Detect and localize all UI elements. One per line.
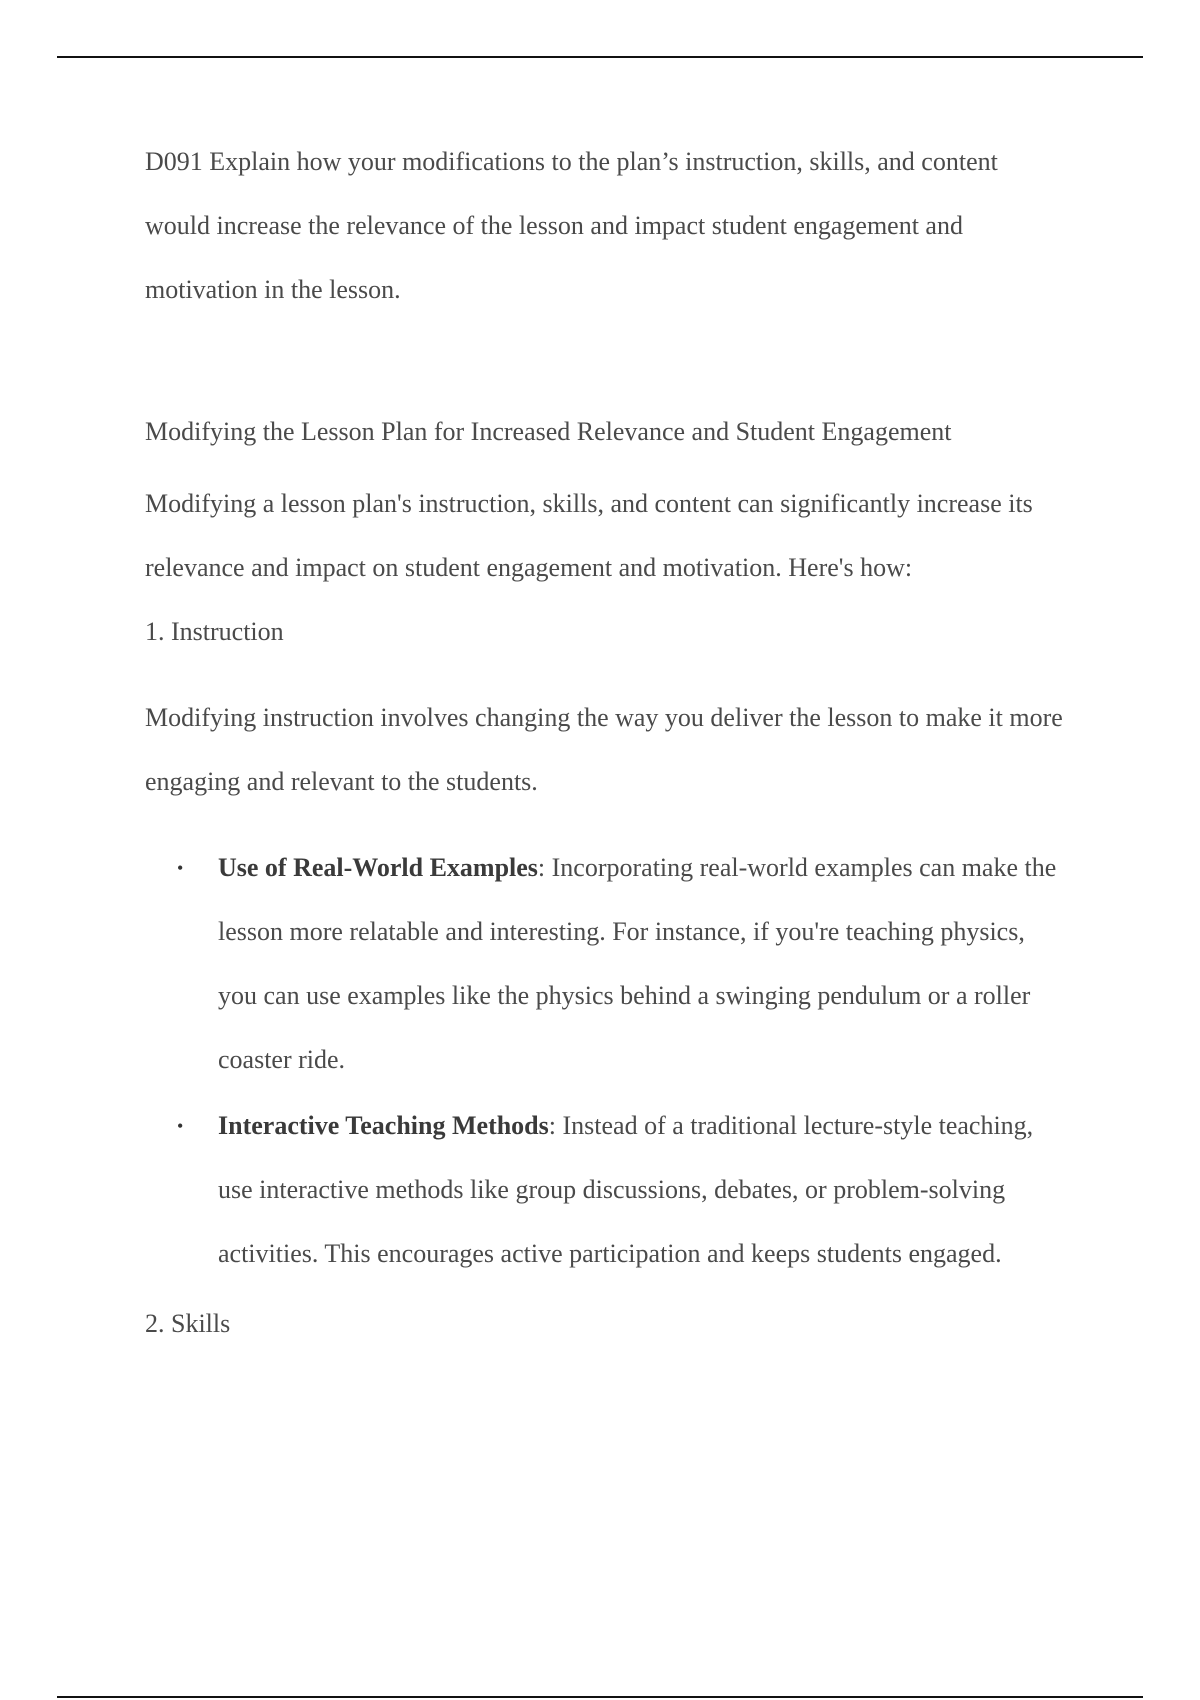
bullet-title: Use of Real-World Examples: [218, 853, 538, 882]
bullet-title: Interactive Teaching Methods: [218, 1111, 549, 1140]
list-item: [145, 836, 1065, 1092]
list-item: [145, 1094, 1065, 1286]
section-title-skills: 2. Skills: [145, 1309, 231, 1338]
bullet-text: : Incorporating real-world examples can make the lesson more relatable and interesting. For instance, if you're teaching physics, you can use examples like the physics behind a swinging pendulum or a roller coaster ride.: [218, 853, 1057, 1074]
bullet-text: : Instead of a traditional lecture-style teaching, use interactive methods like group discussions, debates, or problem-solving activities. This encourages active participation and keeps students engaged.: [218, 1111, 1034, 1268]
section-title-instruction: 1. Instruction: [145, 617, 284, 646]
bullet-icon: •: [177, 858, 184, 878]
top-divider: [57, 56, 1143, 58]
bullet-icon: •: [177, 1116, 184, 1136]
instruction-bullet-list: [145, 836, 1065, 1286]
question-text: D091 Explain how your modifications to the plan’s instruction, skills, and content would increase the relevance of the lesson and impact student engagement and motivation in the lesson.: [145, 147, 998, 304]
essay-heading: Modifying the Lesson Plan for Increased Relevance and Student Engagement: [145, 417, 952, 446]
document-body: [145, 130, 1065, 1348]
bottom-divider: [57, 1696, 1143, 1698]
intro-paragraph: Modifying a lesson plan's instruction, skills, and content can significantly increase its relevance and impact on student engagement and motivation. Here's how:: [145, 489, 1033, 582]
instruction-description: Modifying instruction involves changing the way you deliver the lesson to make it more engaging and relevant to the students.: [145, 703, 1063, 796]
